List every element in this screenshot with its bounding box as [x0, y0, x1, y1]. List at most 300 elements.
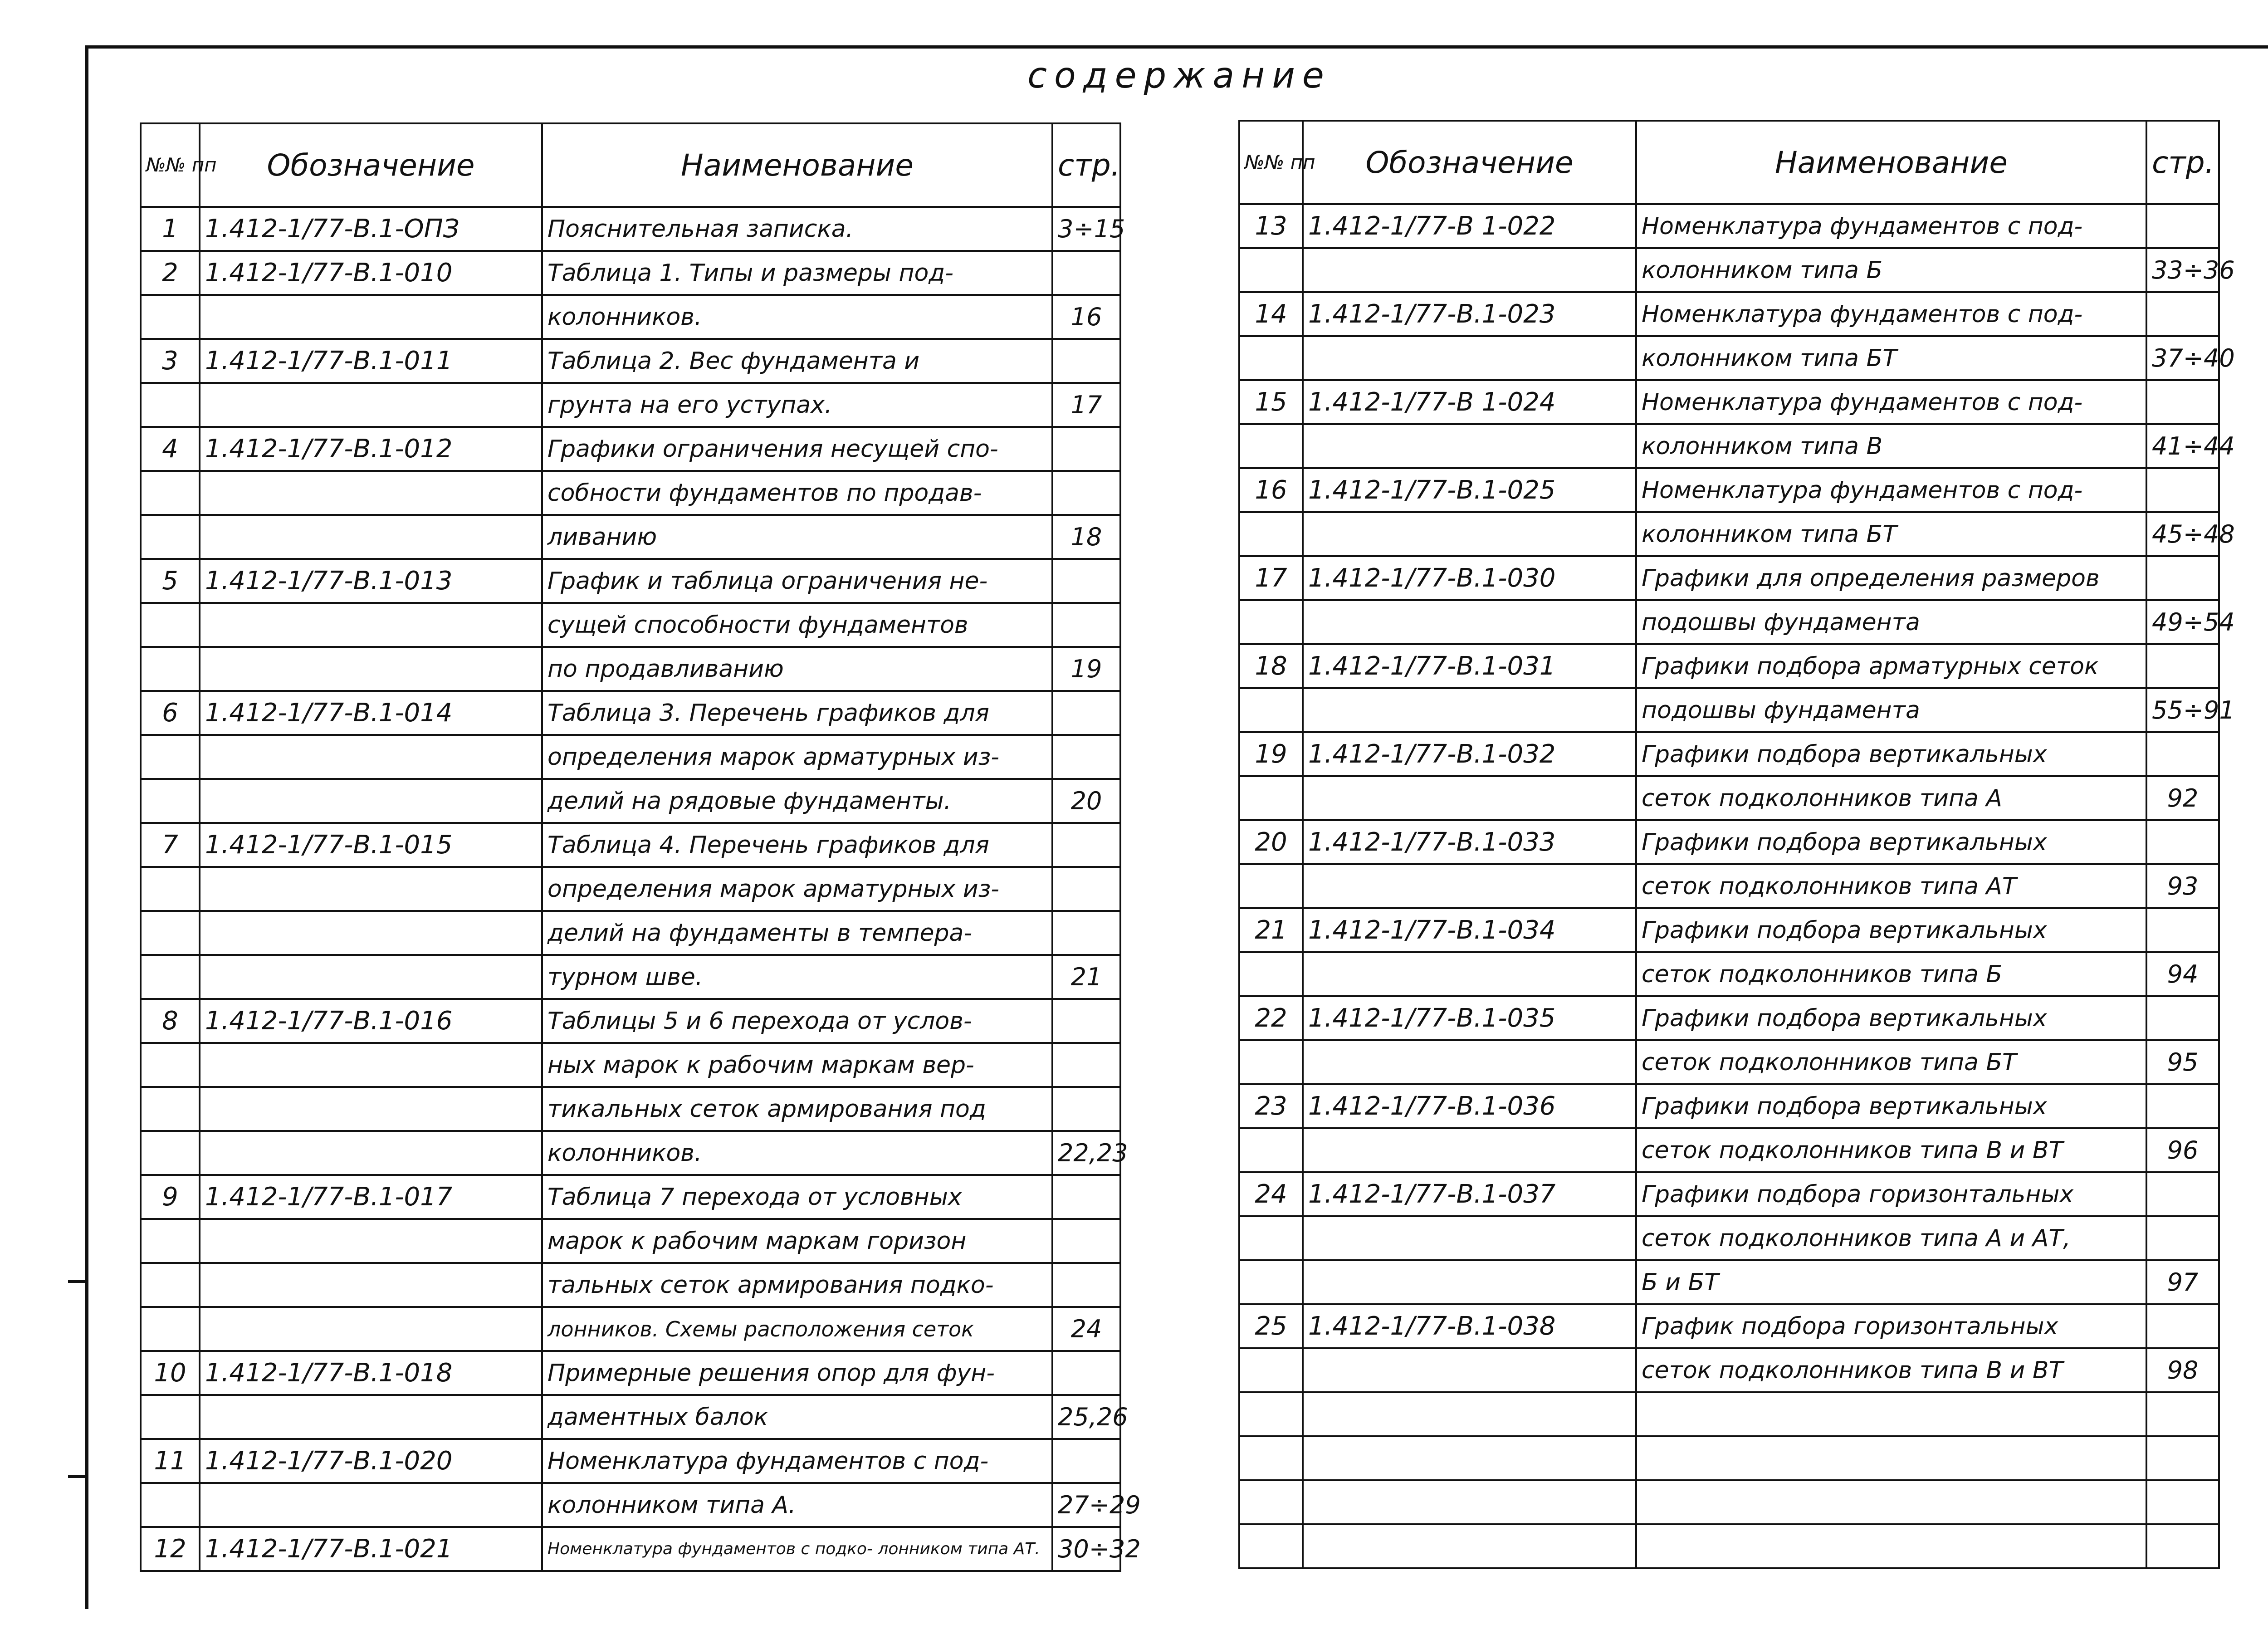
table-row	[141, 867, 1120, 911]
row-name: сеток подколонников типа БТ	[1636, 1040, 2146, 1084]
table-row	[1239, 1040, 2219, 1084]
table-row	[141, 911, 1120, 955]
table-row	[141, 515, 1120, 559]
table-row	[141, 1043, 1120, 1087]
row-number	[1239, 512, 1303, 556]
table-row	[141, 1351, 1120, 1395]
row-number	[1239, 864, 1303, 908]
row-name: Графики подбора вертикальных	[1636, 908, 2146, 952]
row-page	[1052, 999, 1120, 1043]
row-designation	[1303, 776, 1636, 820]
row-page	[2146, 1480, 2219, 1524]
row-number	[141, 1219, 200, 1263]
row-page: 95	[2146, 1040, 2219, 1084]
table-row	[1239, 424, 2219, 468]
row-designation	[200, 1131, 542, 1175]
row-designation	[200, 779, 542, 823]
row-page: 97	[2146, 1260, 2219, 1304]
row-page	[2146, 380, 2219, 424]
row-name: сеток подколонников типа Б	[1636, 952, 2146, 996]
row-designation	[200, 1219, 542, 1263]
row-number	[141, 295, 200, 339]
row-number	[141, 515, 200, 559]
row-name: Номенклатура фундаментов с подко- лонником типа АТ.	[542, 1527, 1052, 1571]
row-page	[1052, 1087, 1120, 1131]
row-page: 94	[2146, 952, 2219, 996]
row-number	[141, 1131, 200, 1175]
row-designation: 1.412-1/77-В.1-010	[200, 251, 542, 295]
row-page: 37÷40	[2146, 336, 2219, 380]
row-number	[1239, 1524, 1303, 1568]
row-page: 30÷32	[1052, 1527, 1120, 1571]
row-name: сеток подколонников типа А и АТ,	[1636, 1216, 2146, 1260]
row-number	[1239, 336, 1303, 380]
row-name: ливанию	[542, 515, 1052, 559]
row-page	[2146, 204, 2219, 248]
row-designation	[1303, 1436, 1636, 1480]
table-row	[141, 339, 1120, 383]
row-name	[1636, 1436, 2146, 1480]
row-designation	[200, 955, 542, 999]
row-designation	[1303, 864, 1636, 908]
row-name: Таблица 2. Вес фундамента и	[542, 339, 1052, 383]
row-designation	[200, 1087, 542, 1131]
row-designation: 1.412-1/77-В.1-ОПЗ	[200, 207, 542, 251]
table-row	[1239, 336, 2219, 380]
table-row	[141, 691, 1120, 735]
row-name: даментных балок	[542, 1395, 1052, 1439]
row-number	[1239, 952, 1303, 996]
table-row	[1239, 776, 2219, 820]
row-designation: 1.412-1/77-В.1-017	[200, 1175, 542, 1219]
table-row	[1239, 468, 2219, 512]
table-row	[1239, 996, 2219, 1040]
row-page	[1052, 1439, 1120, 1483]
row-name: колонником типа БТ	[1636, 336, 2146, 380]
row-page: 33÷36	[2146, 248, 2219, 292]
row-name: Графики ограничения несущей спо-	[542, 427, 1052, 471]
row-designation: 1.412-1/77-В.1-031	[1303, 644, 1636, 688]
table-row	[1239, 248, 2219, 292]
row-page	[1052, 1351, 1120, 1395]
row-page: 45÷48	[2146, 512, 2219, 556]
row-page	[1052, 471, 1120, 515]
table-row	[141, 1131, 1120, 1175]
row-number	[1239, 1348, 1303, 1392]
table-row	[1239, 556, 2219, 600]
table-row	[141, 1263, 1120, 1307]
row-name: определения марок арматурных из-	[542, 735, 1052, 779]
table-row	[141, 823, 1120, 867]
row-designation	[200, 911, 542, 955]
row-designation	[200, 1483, 542, 1527]
row-name: лонников. Схемы расположения сеток	[542, 1307, 1052, 1351]
table-row	[141, 647, 1120, 691]
row-page	[2146, 1392, 2219, 1436]
toc-body-left	[141, 207, 1141, 1571]
table-row	[1239, 1128, 2219, 1172]
row-name: колонником типа БТ	[1636, 512, 2146, 556]
table-row	[141, 1087, 1120, 1131]
row-page: 96	[2146, 1128, 2219, 1172]
table-row	[141, 955, 1120, 999]
row-page: 16	[1052, 295, 1120, 339]
table-header-row	[1239, 121, 2219, 204]
row-number	[141, 647, 200, 691]
row-page	[2146, 1304, 2219, 1348]
row-page	[1052, 1043, 1120, 1087]
row-page: 21	[1052, 955, 1120, 999]
table-row	[1239, 732, 2219, 776]
row-number: 18	[1239, 644, 1303, 688]
row-name: грунта на его уступах.	[542, 383, 1052, 427]
row-number	[141, 1087, 200, 1131]
row-page	[2146, 1084, 2219, 1128]
row-number: 8	[141, 999, 200, 1043]
table-row	[141, 1175, 1120, 1219]
row-number	[141, 867, 200, 911]
row-name: делий на фундаменты в темпера-	[542, 911, 1052, 955]
row-designation: 1.412-1/77-В.1-030	[1303, 556, 1636, 600]
row-number	[141, 779, 200, 823]
row-number: 20	[1239, 820, 1303, 864]
row-name: подошвы фундамента	[1636, 600, 2146, 644]
row-number	[1239, 1260, 1303, 1304]
row-designation: 1.412-1/77-В.1-014	[200, 691, 542, 735]
table-row	[141, 427, 1120, 471]
row-designation	[1303, 1480, 1636, 1524]
row-designation	[200, 647, 542, 691]
row-number: 15	[1239, 380, 1303, 424]
table-row	[141, 295, 1120, 339]
row-designation: 1.412-1/77-В.1-012	[200, 427, 542, 471]
row-name: Графики подбора вертикальных	[1636, 820, 2146, 864]
row-number	[141, 735, 200, 779]
row-number: 14	[1239, 292, 1303, 336]
header-page: стр.	[1052, 123, 1120, 207]
header-name: Наименование	[1636, 121, 2146, 204]
row-page	[1052, 823, 1120, 867]
row-number: 23	[1239, 1084, 1303, 1128]
toc-table-left	[140, 122, 1141, 1572]
row-page	[2146, 556, 2219, 600]
row-designation	[200, 867, 542, 911]
row-name: колонником типа А.	[542, 1483, 1052, 1527]
row-page: 18	[1052, 515, 1120, 559]
row-number	[1239, 1480, 1303, 1524]
row-name: подошвы фундамента	[1636, 688, 2146, 732]
margin-tick	[68, 1475, 86, 1478]
table-row	[1239, 864, 2219, 908]
row-designation	[200, 1307, 542, 1351]
table-row	[1239, 1392, 2219, 1436]
table-row	[141, 1527, 1120, 1571]
row-name: Таблица 4. Перечень графиков для	[542, 823, 1052, 867]
row-designation: 1.412-1/77-В.1-038	[1303, 1304, 1636, 1348]
row-designation: 1.412-1/77-В.1-015	[200, 823, 542, 867]
row-number	[1239, 424, 1303, 468]
table-row	[1239, 908, 2219, 952]
row-designation	[200, 383, 542, 427]
table-row	[1239, 1216, 2219, 1260]
row-name: тикальных сеток армирования под	[542, 1087, 1052, 1131]
row-page	[2146, 468, 2219, 512]
row-page	[1052, 251, 1120, 295]
row-designation: 1.412-1/77-В.1-016	[200, 999, 542, 1043]
row-name: Номенклатура фундаментов с под-	[542, 1439, 1052, 1483]
row-page	[1052, 867, 1120, 911]
table-row	[1239, 1480, 2219, 1524]
row-page	[1052, 603, 1120, 647]
row-page	[1052, 1175, 1120, 1219]
row-number	[141, 1307, 200, 1351]
row-name: Номенклатура фундаментов с под-	[1636, 204, 2146, 248]
row-name: сеток подколонников типа АТ	[1636, 864, 2146, 908]
row-number: 3	[141, 339, 200, 383]
table-row	[141, 1307, 1120, 1351]
table-row	[1239, 1172, 2219, 1216]
row-number	[141, 1483, 200, 1527]
row-number	[141, 1395, 200, 1439]
row-designation	[200, 471, 542, 515]
row-name: собности фундаментов по продав-	[542, 471, 1052, 515]
row-name: Примерные решения опор для фун-	[542, 1351, 1052, 1395]
row-number: 9	[141, 1175, 200, 1219]
row-number	[141, 1043, 200, 1087]
row-designation: 1.412-1/77-В.1-033	[1303, 820, 1636, 864]
row-name: Номенклатура фундаментов с под-	[1636, 468, 2146, 512]
header-num: №№ пп	[141, 123, 200, 207]
row-number	[1239, 1040, 1303, 1084]
row-number: 12	[141, 1527, 200, 1571]
row-name: колонников.	[542, 295, 1052, 339]
table-row	[1239, 512, 2219, 556]
row-page	[1052, 735, 1120, 779]
table-row	[141, 207, 1120, 251]
row-designation: 1.412-1/77-В.1-023	[1303, 292, 1636, 336]
row-name: Таблица 3. Перечень графиков для	[542, 691, 1052, 735]
row-name: марок к рабочим маркам горизон	[542, 1219, 1052, 1263]
row-designation	[1303, 1216, 1636, 1260]
margin-tick	[68, 1280, 86, 1283]
row-designation	[1303, 1392, 1636, 1436]
row-designation	[1303, 688, 1636, 732]
row-name: колонником типа Б	[1636, 248, 2146, 292]
row-number	[1239, 1128, 1303, 1172]
row-designation	[1303, 1128, 1636, 1172]
row-name: определения марок арматурных из-	[542, 867, 1052, 911]
header-name: Наименование	[542, 123, 1052, 207]
row-designation	[1303, 1040, 1636, 1084]
row-name: тальных сеток армирования подко-	[542, 1263, 1052, 1307]
row-page	[2146, 1524, 2219, 1568]
row-name: График подбора горизонтальных	[1636, 1304, 2146, 1348]
header-designation: Обозначение	[200, 123, 542, 207]
row-number: 17	[1239, 556, 1303, 600]
row-designation	[1303, 512, 1636, 556]
row-page: 22,23	[1052, 1131, 1120, 1175]
row-name: Графики подбора вертикальных	[1636, 996, 2146, 1040]
row-designation: 1.412-1/77-В 1-024	[1303, 380, 1636, 424]
row-name: сеток подколонников типа В и ВТ	[1636, 1348, 2146, 1392]
row-name: Номенклатура фундаментов с под-	[1636, 292, 2146, 336]
row-name: турном шве.	[542, 955, 1052, 999]
table-row	[141, 383, 1120, 427]
row-page: 93	[2146, 864, 2219, 908]
row-page: 41÷44	[2146, 424, 2219, 468]
row-page	[1052, 339, 1120, 383]
row-number	[1239, 776, 1303, 820]
table-row	[1239, 204, 2219, 248]
row-name: по продавливанию	[542, 647, 1052, 691]
table-row	[1239, 600, 2219, 644]
toc-body-right	[1239, 204, 2235, 1568]
row-page: 98	[2146, 1348, 2219, 1392]
row-page: 20	[1052, 779, 1120, 823]
row-number	[1239, 600, 1303, 644]
table-row	[141, 1219, 1120, 1263]
row-page: 24	[1052, 1307, 1120, 1351]
row-name: Таблица 1. Типы и размеры под-	[542, 251, 1052, 295]
toc-table-right	[1238, 120, 2235, 1569]
row-name: Графики для определения размеров	[1636, 556, 2146, 600]
row-designation: 1.412-1/77-В.1-020	[200, 1439, 542, 1483]
table-row	[141, 1439, 1120, 1483]
row-designation: 1.412-1/77-В.1-034	[1303, 908, 1636, 952]
row-designation: 1.412-1/77-В.1-021	[200, 1527, 542, 1571]
row-name: сеток подколонников типа А	[1636, 776, 2146, 820]
row-page	[2146, 1436, 2219, 1480]
row-number: 21	[1239, 908, 1303, 952]
row-number: 5	[141, 559, 200, 603]
row-name: Таблицы 5 и 6 перехода от услов-	[542, 999, 1052, 1043]
row-number	[1239, 1436, 1303, 1480]
table-row	[1239, 688, 2219, 732]
row-number	[141, 1263, 200, 1307]
row-page: 3÷15	[1052, 207, 1120, 251]
table-row	[141, 779, 1120, 823]
row-name: колонником типа В	[1636, 424, 2146, 468]
row-name: Номенклатура фундаментов с под-	[1636, 380, 2146, 424]
row-designation	[1303, 336, 1636, 380]
row-designation	[1303, 248, 1636, 292]
row-designation: 1.412-1/77-В.1-025	[1303, 468, 1636, 512]
row-name: График и таблица ограничения не-	[542, 559, 1052, 603]
row-number: 25	[1239, 1304, 1303, 1348]
row-number: 2	[141, 251, 200, 295]
row-page	[2146, 820, 2219, 864]
table-row	[141, 603, 1120, 647]
row-designation: 1.412-1/77-В.1-032	[1303, 732, 1636, 776]
page-title: содержание	[1027, 55, 1331, 96]
row-number	[141, 603, 200, 647]
row-page	[2146, 996, 2219, 1040]
row-page	[2146, 644, 2219, 688]
table-row	[1239, 952, 2219, 996]
row-page	[1052, 1219, 1120, 1263]
row-number: 10	[141, 1351, 200, 1395]
row-designation	[1303, 424, 1636, 468]
row-number	[1239, 1216, 1303, 1260]
row-designation	[1303, 952, 1636, 996]
row-number	[141, 383, 200, 427]
table-row	[141, 999, 1120, 1043]
row-number	[141, 911, 200, 955]
row-designation	[200, 1043, 542, 1087]
row-number: 4	[141, 427, 200, 471]
row-page	[2146, 908, 2219, 952]
row-designation: 1.412-1/77-В 1-022	[1303, 204, 1636, 248]
row-designation: 1.412-1/77-В.1-037	[1303, 1172, 1636, 1216]
table-row	[1239, 380, 2219, 424]
table-row	[141, 559, 1120, 603]
row-page	[1052, 1263, 1120, 1307]
table-row	[1239, 644, 2219, 688]
row-designation	[200, 1395, 542, 1439]
table-row	[1239, 1524, 2219, 1568]
row-number: 16	[1239, 468, 1303, 512]
row-page	[2146, 732, 2219, 776]
row-page	[1052, 559, 1120, 603]
table-row	[141, 251, 1120, 295]
row-page: 55÷91	[2146, 688, 2219, 732]
row-page	[2146, 292, 2219, 336]
header-page: стр.	[2146, 121, 2219, 204]
row-page	[1052, 691, 1120, 735]
row-designation: 1.412-1/77-В.1-011	[200, 339, 542, 383]
row-name: Графики подбора вертикальных	[1636, 732, 2146, 776]
row-name: Пояснительная записка.	[542, 207, 1052, 251]
row-designation: 1.412-1/77-В.1-018	[200, 1351, 542, 1395]
row-page: 27÷29	[1052, 1483, 1120, 1527]
row-name: Графики подбора горизонтальных	[1636, 1172, 2146, 1216]
row-page: 49÷54	[2146, 600, 2219, 644]
row-name: колонников.	[542, 1131, 1052, 1175]
row-number: 7	[141, 823, 200, 867]
row-page	[2146, 1172, 2219, 1216]
row-name: сущей способности фундаментов	[542, 603, 1052, 647]
row-name	[1636, 1480, 2146, 1524]
row-number: 11	[141, 1439, 200, 1483]
row-designation	[1303, 600, 1636, 644]
row-number: 13	[1239, 204, 1303, 248]
table-row	[1239, 1304, 2219, 1348]
row-number: 19	[1239, 732, 1303, 776]
row-number: 1	[141, 207, 200, 251]
row-designation	[1303, 1524, 1636, 1568]
row-designation	[200, 603, 542, 647]
row-number	[141, 471, 200, 515]
row-name: Таблица 7 перехода от условных	[542, 1175, 1052, 1219]
row-name: Б и БТ	[1636, 1260, 2146, 1304]
row-page	[1052, 427, 1120, 471]
table-row	[141, 735, 1120, 779]
row-designation	[200, 515, 542, 559]
table-row	[1239, 1084, 2219, 1128]
row-name: Графики подбора вертикальных	[1636, 1084, 2146, 1128]
table-row	[1239, 1260, 2219, 1304]
row-designation: 1.412-1/77-В.1-035	[1303, 996, 1636, 1040]
row-number: 24	[1239, 1172, 1303, 1216]
row-name	[1636, 1524, 2146, 1568]
row-name: сеток подколонников типа В и ВТ	[1636, 1128, 2146, 1172]
row-page: 25,26	[1052, 1395, 1120, 1439]
table-row	[141, 1395, 1120, 1439]
row-designation	[200, 1263, 542, 1307]
table-row	[1239, 1436, 2219, 1480]
row-number	[141, 955, 200, 999]
row-designation	[1303, 1348, 1636, 1392]
